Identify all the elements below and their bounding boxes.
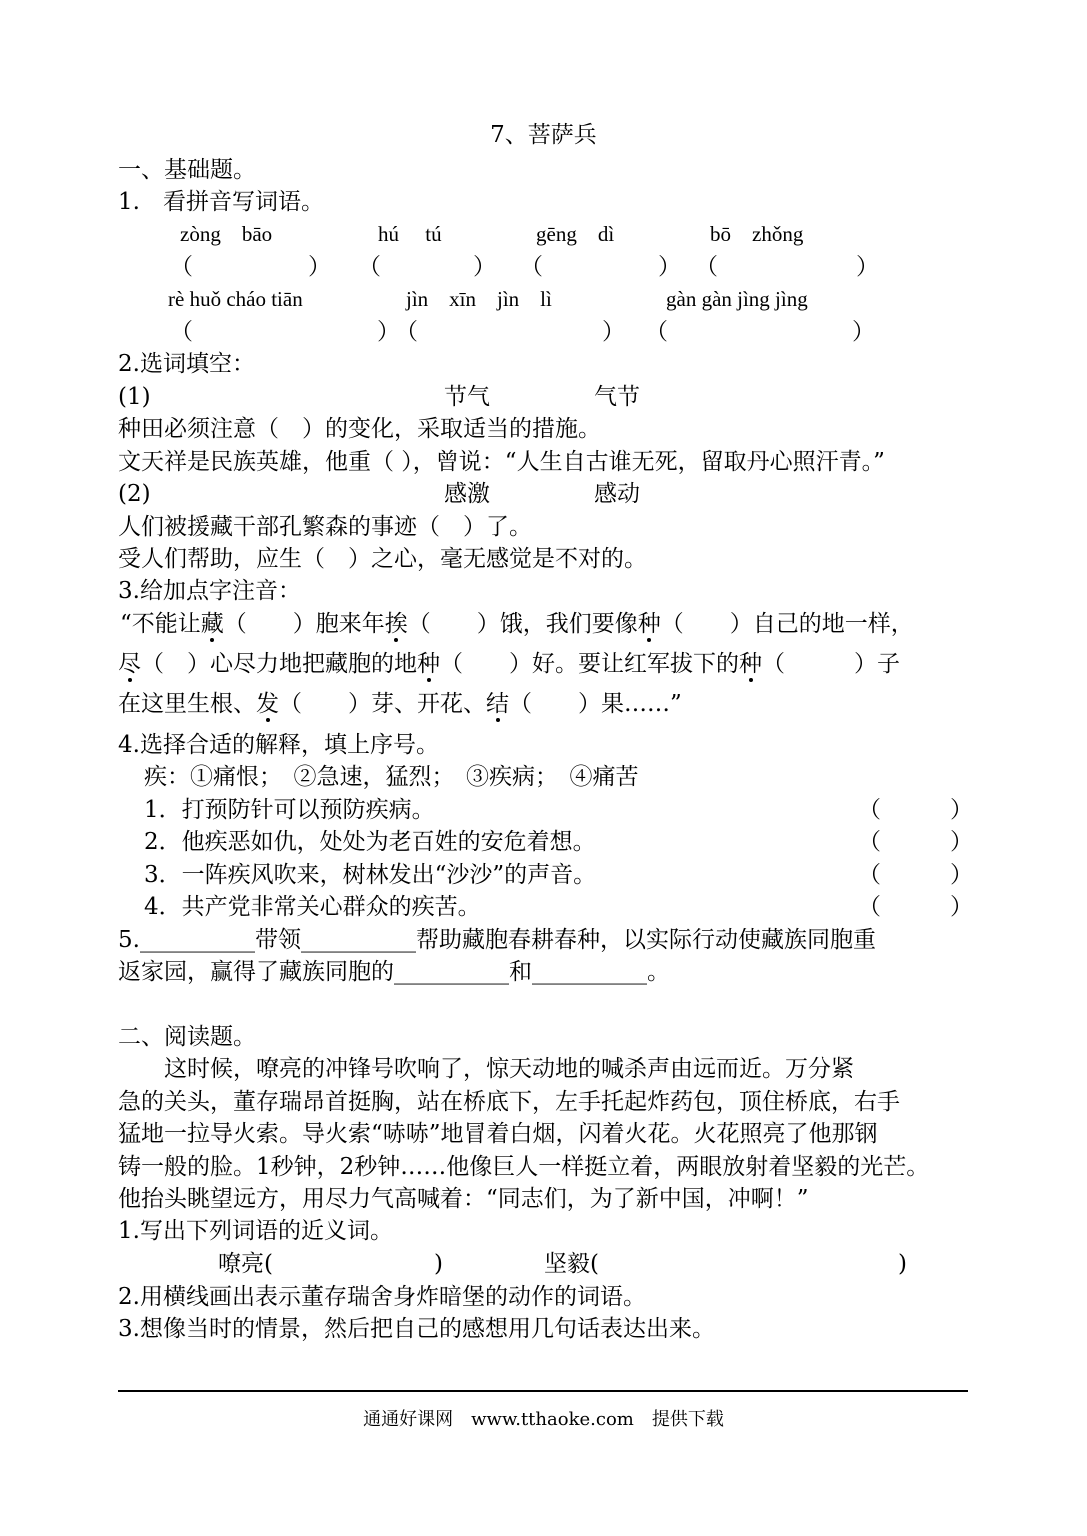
q4-answer-blank-1[interactable]: （ ）	[858, 797, 973, 823]
passage-line-5: 他抬头眺望远方，用尽力气高喊着：“同志们，为了新中国，冲啊！”	[118, 1186, 809, 1212]
q3-line1: “不能让藏（ ）胞来年挨（ ）饿，我们要像种（ ）自己的地一样，	[120, 611, 914, 637]
dotted-char: 尽	[118, 651, 141, 677]
pinyin-5: rè huǒ cháo tiān	[168, 287, 303, 311]
passage-line-3: 猛地一拉导火索。导火索“哧哧”地冒着白烟，闪着火花。火花照亮了他那钢	[118, 1121, 878, 1147]
answer-blank-1[interactable]: （ ）	[170, 254, 331, 280]
answer-blank-3[interactable]: （ ）	[520, 254, 681, 280]
q2-part2-option1: 感激	[444, 481, 490, 507]
reading-q2: 2.用横线画出表示董存瑞舍身炸暗堡的动作的词语。	[118, 1284, 646, 1310]
q2-part2-sentence1: 人们被援藏干部孔繁森的事迹（ ）了。	[118, 514, 532, 540]
q2-part1-sentence2: 文天祥是民族英雄，他重（ ），曾说：“人生自古谁无死，留取丹心照汗青。”	[118, 449, 885, 475]
q2-label: 2.选词填空：	[118, 351, 255, 377]
q3-line2: 尽（ ）心尽力地把藏胞的地种（ ）好。要让红军拔下的种（ ）子	[118, 651, 900, 677]
footer-text: 通通好课网 www.tthaoke.com 提供下载	[363, 1409, 724, 1430]
q4-definitions: 疾：①痛恨； ②急速，猛烈； ③疾病； ④痛苦	[144, 764, 639, 790]
answer-blank-6[interactable]: （ ）	[395, 319, 625, 345]
dotted-char: 挨	[384, 611, 408, 637]
q4-label: 4.选择合适的解释，填上序号。	[118, 732, 439, 758]
dotted-char: 藏	[200, 611, 224, 637]
dotted-char: 种	[417, 651, 440, 677]
q4-item-4: 4．共产党非常关心群众的疾苦。	[144, 894, 481, 920]
q4-item-3: 3．一阵疾风吹来，树林发出“沙沙”的声音。	[144, 862, 597, 888]
answer-blank-4[interactable]: （ ）	[695, 254, 879, 280]
section2-heading: 二、阅读题。	[118, 1024, 256, 1050]
q1-label: 1. 看拼音写词语。	[118, 189, 324, 215]
q3-label: 3.给加点字注音：	[118, 578, 301, 604]
q4-item-1: 1．打预防针可以预防疾病。	[144, 797, 435, 823]
section1-heading: 一、基础题。	[118, 157, 256, 183]
q5-line2: 返家园，赢得了藏族同胞的__________和__________。	[118, 959, 670, 985]
q2-part1-option1: 节气	[444, 384, 490, 410]
q2-part1-option2: 气节	[594, 384, 640, 410]
passage-line-1: 这时候，嘹亮的冲锋号吹响了，惊天动地的喊杀声由远而近。万分紧	[118, 1056, 854, 1082]
q2-part2-option2: 感动	[594, 481, 640, 507]
q4-answer-blank-3[interactable]: （ ）	[858, 862, 973, 888]
pinyin-2: hú tú	[378, 222, 442, 246]
answer-blank-2[interactable]: （ ）	[358, 254, 496, 280]
q2-part2-sentence2: 受人们帮助，应生（ ）之心，毫无感觉是不对的。	[118, 546, 647, 572]
passage-line-2: 急的关头，董存瑞昂首挺胸，站在桥底下，左手托起炸药包，顶住桥底，右手	[118, 1089, 900, 1115]
q4-answer-blank-2[interactable]: （ ）	[858, 829, 973, 855]
q2-part1-number: (1)	[118, 384, 151, 410]
reading-q1-word1[interactable]: 嘹亮( )	[218, 1251, 443, 1277]
reading-q1-word2[interactable]: 坚毅( )	[544, 1251, 907, 1277]
pinyin-6: jìn xīn jìn lì	[406, 287, 552, 311]
q5-line1: 5.__________带领__________帮助藏胞春耕春种，以实际行动使藏族同胞重	[118, 927, 876, 953]
dotted-char: 种	[637, 611, 661, 637]
q2-part1-sentence1: 种田必须注意（ ）的变化，采取适当的措施。	[118, 416, 601, 442]
q4-answer-blank-4[interactable]: （ ）	[858, 894, 973, 920]
dotted-char: 种	[739, 651, 762, 677]
passage-line-4: 铸一般的脸。1秒钟，2秒钟……他像巨人一样挺立着，两眼放射着坚毅的光芒。	[118, 1154, 930, 1180]
answer-blank-7[interactable]: （ ）	[645, 319, 875, 345]
dotted-char: 结	[486, 691, 509, 717]
reading-q3: 3.想像当时的情景，然后把自己的感想用几句话表达出来。	[118, 1316, 715, 1342]
q4-item-2: 2．他疾恶如仇，处处为老百姓的安危着想。	[144, 829, 596, 855]
dotted-char: 发	[256, 691, 279, 717]
q3-line3: 在这里生根、发（ ）芽、开花、结（ ）果……”	[118, 691, 682, 717]
pinyin-7: gàn gàn jìng jìng	[666, 287, 808, 311]
answer-blank-5[interactable]: （ ）	[170, 319, 400, 345]
q2-part2-number: (2)	[118, 481, 151, 507]
worksheet-title: 7、菩萨兵	[490, 122, 597, 148]
footer-divider	[118, 1390, 968, 1392]
pinyin-1: zòng bāo	[180, 222, 273, 246]
pinyin-4: bō zhǒng	[710, 222, 804, 246]
pinyin-3: gēng dì	[536, 222, 615, 246]
reading-q1: 1.写出下列词语的近义词。	[118, 1218, 393, 1244]
